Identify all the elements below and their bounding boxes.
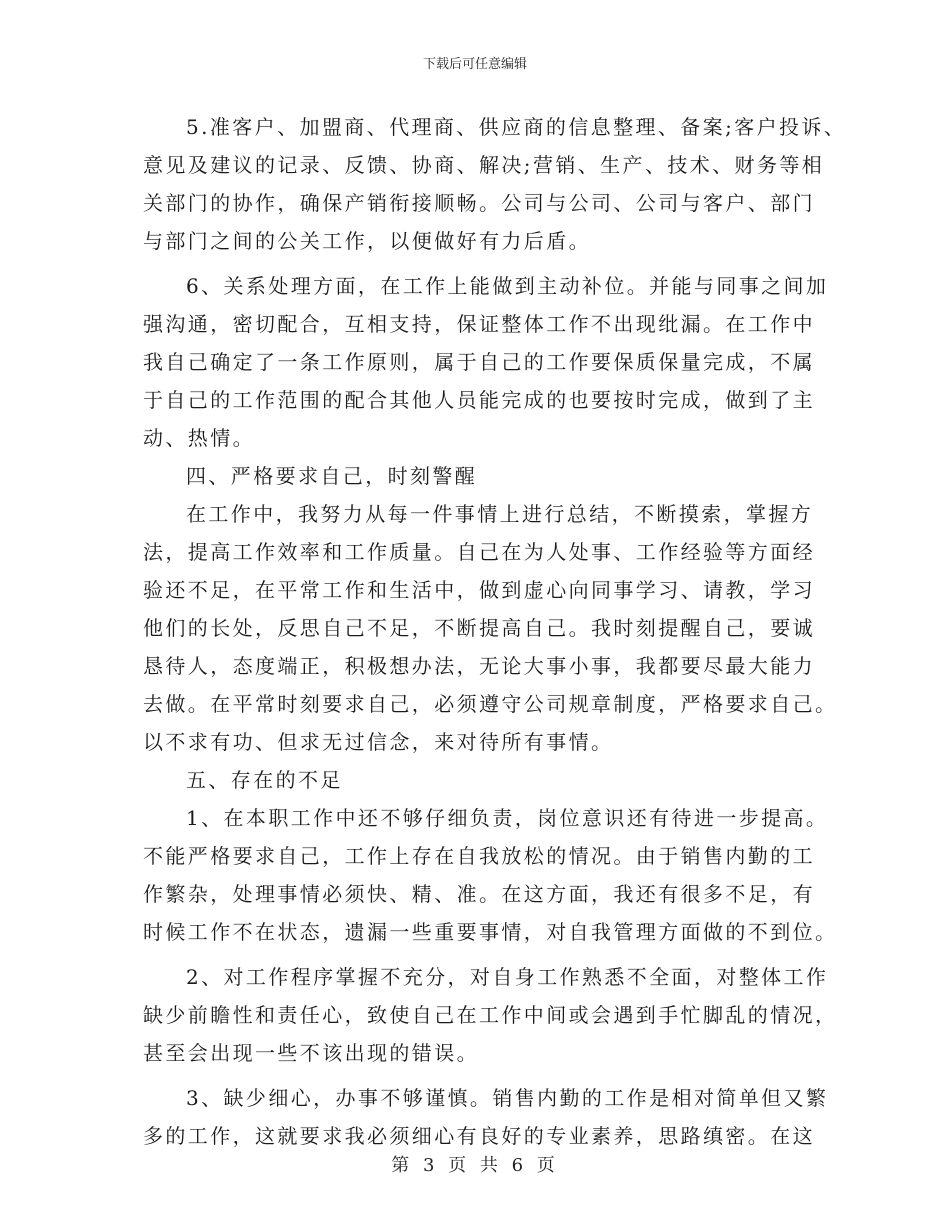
shortcoming-1-line-1: 1、在本职工作中还不够仔细负责，岗位意识还有待进一步提高。 — [186, 806, 829, 830]
document-body — [143, 108, 847, 1155]
section-heading-5: 五、存在的不足 — [186, 768, 343, 792]
shortcoming-3-line-1: 3、缺少细心，办事不够谨慎。销售内勤的工作是相对简单但又繁 — [186, 1086, 829, 1110]
paragraph-6-line-5: 动、热情。 — [143, 426, 255, 450]
paragraph-strict-line-1: 在工作中，我努力从每一件事情上进行总结，不断摸索，掌握方 — [186, 502, 814, 526]
page-header: 下载后可任意编辑 — [422, 57, 527, 72]
paragraph-5-line-4: 与部门之间的公关工作，以便做好有力后盾。 — [143, 229, 591, 253]
shortcoming-1-line-2: 不能严格要求自己，工作上存在自我放松的情况。由于销售内勤的工 — [143, 844, 815, 868]
paragraph-6-line-4: 于自己的工作范围的配合其他人员能完成的也要按时完成，做到了主 — [143, 388, 815, 412]
paragraph-5-line-3: 关部门的协作，确保产销衔接顺畅。公司与公司、公司与客户、部门 — [143, 191, 815, 215]
paragraph-strict-line-2: 法，提高工作效率和工作质量。自己在为人处事、工作经验等方面经 — [143, 540, 815, 564]
paragraph-6-line-3: 我自己确定了一条工作原则，属于自己的工作要保质保量完成，不属 — [143, 350, 815, 374]
page-footer: 第 3 页 共 6 页 — [391, 1155, 559, 1176]
paragraph-5-line-1: 5.准客户、加盟商、代理商、供应商的信息整理、备案;客户投诉、 — [186, 115, 847, 139]
paragraph-strict-line-6: 去做。在平常时刻要求自己，必须遵守公司规章制度，严格要求自己。 — [143, 692, 838, 716]
shortcoming-1-line-3: 作繁杂，处理事情必须快、精、准。在这方面，我还有很多不足，有 — [143, 882, 815, 906]
paragraph-strict-line-7: 以不求有功、但求无过信念，来对待所有事情。 — [143, 730, 614, 754]
shortcoming-2-line-1: 2、对工作程序掌握不充分，对自身工作熟悉不全面，对整体工作 — [186, 965, 829, 989]
paragraph-5-line-2: 意见及建议的记录、反馈、协商、解决;营销、生产、技术、财务等相 — [143, 153, 825, 177]
paragraph-6-line-1: 6、关系处理方面，在工作上能做到主动补位。并能与同事之间加 — [186, 274, 829, 298]
paragraph-6-line-2: 强沟通，密切配合，互相支持，保证整体工作不出现纰漏。在工作中 — [143, 312, 815, 336]
section-heading-4: 四、严格要求自己，时刻警醒 — [186, 464, 478, 488]
shortcoming-2-line-3: 甚至会出现一些不该出现的错误。 — [143, 1041, 479, 1065]
shortcoming-1-line-4: 时候工作不在状态，遗漏一些重要事情，对自我管理方面做的不到位。 — [143, 920, 838, 944]
paragraph-strict-line-5: 恳待人，态度端正，积极想办法，无论大事小事，我都要尽最大能力 — [143, 654, 815, 678]
shortcoming-2-line-2: 缺少前瞻性和责任心，致使自己在工作中间或会遇到手忙脚乱的情况， — [143, 1003, 838, 1027]
paragraph-strict-line-3: 验还不足，在平常工作和生活中，做到虚心向同事学习、请教，学习 — [143, 578, 815, 602]
shortcoming-3-line-2: 多的工作，这就要求我必须细心有良好的专业素养，思路缜密。在这 — [143, 1124, 815, 1148]
paragraph-strict-line-4: 他们的长处，反思自己不足，不断提高自己。我时刻提醒自己，要诚 — [143, 616, 815, 640]
